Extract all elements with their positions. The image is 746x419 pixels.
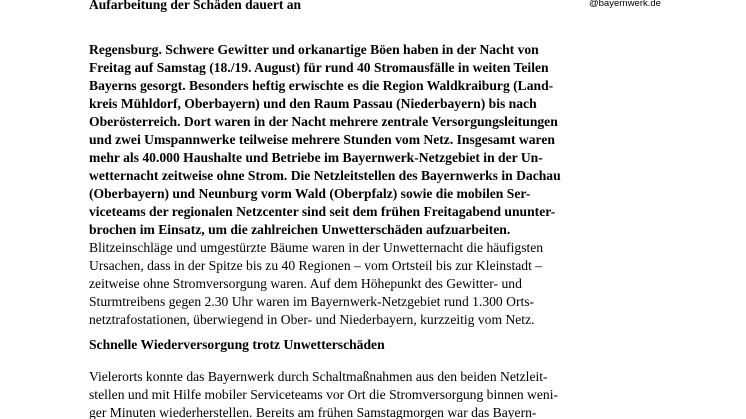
paragraph-line: zeitweise ohne Stromversorgung waren. Auf dem Höhepunkt des Gewitter- und [89,276,522,291]
lead-paragraph [89,41,689,239]
paragraph-line: viceteams der regionalen Netzcenter sind seit dem frühen Freitagabend ununter- [89,204,556,219]
source-label: @bayernwerk.de [589,0,661,9]
paragraph-line: und zwei Umspannwerke teilweise mehrere Stunden vom Netz. Insgesamt waren [89,132,555,147]
body-paragraph-1 [89,239,689,329]
section-subheading: Schnelle Wiederversorgung trotz Unwetterschäden [89,337,385,352]
paragraph-line: stellen und mit Hilfe mobiler Serviceteams vor Ort die Stromversorgung binnen weni- [89,387,559,402]
paragraph-line: kreis Mühldorf, Oberbayern) und den Raum Passau (Niederbayern) bis nach [89,96,537,111]
paragraph-line: Blitzeinschläge und umgestürzte Bäume waren in der Unwetternacht die häufigsten [89,240,544,255]
paragraph-line: ger Minuten wiederherstellen. Bereits am frühen Samstagmorgen war das Bayern- [89,405,537,419]
paragraph-line: netztrafostationen, überwiegend in Ober- und Niederbayern, kurzzeitig vom Netz. [89,312,535,327]
paragraph-line: Oberösterreich. Dort waren in der Nacht mehrere zentrale Versorgungsleitungen [89,114,558,129]
paragraph-line: Vielerorts konnte das Bayernwerk durch Schaltmaßnahmen aus den beiden Netzleit- [89,369,548,384]
paragraph-line: Ursachen, dass in der Spitze bis zu 40 Regionen – vom Ortsteil bis zur Kleinstadt – [89,258,543,273]
page-headline: Aufarbeitung der Schäden dauert an [89,0,302,12]
paragraph-line: mehr als 40.000 Haushalte und Betriebe im Bayernwerk-Netzgebiet in der Un- [89,150,543,165]
paragraph-line: (Oberbayern) und Neunburg vorm Wald (Oberpfalz) sowie die mobilen Ser- [89,186,531,201]
paragraph-line: Regensburg. Schwere Gewitter und orkanartige Böen haben in der Nacht von [89,42,539,57]
paragraph-line: Bayerns gesorgt. Besonders heftig erwischte es die Region Waldkraiburg (Land- [89,78,554,93]
paragraph-line: Freitag auf Samstag (18./19. August) für rund 40 Stromausfälle in weiten Teilen [89,60,549,75]
paragraph-line: brochen im Einsatz, um die zahlreichen Unwetterschäden aufzuarbeiten. [89,222,511,237]
paragraph-line: wetternacht zeitweise ohne Strom. Die Netzleitstellen des Bayernwerks in Dachau [89,168,561,183]
paragraph-line: Sturmtreibens gegen 2.30 Uhr waren im Bayernwerk-Netzgebiet rund 1.300 Orts- [89,294,535,309]
body-paragraph-2 [89,368,689,419]
